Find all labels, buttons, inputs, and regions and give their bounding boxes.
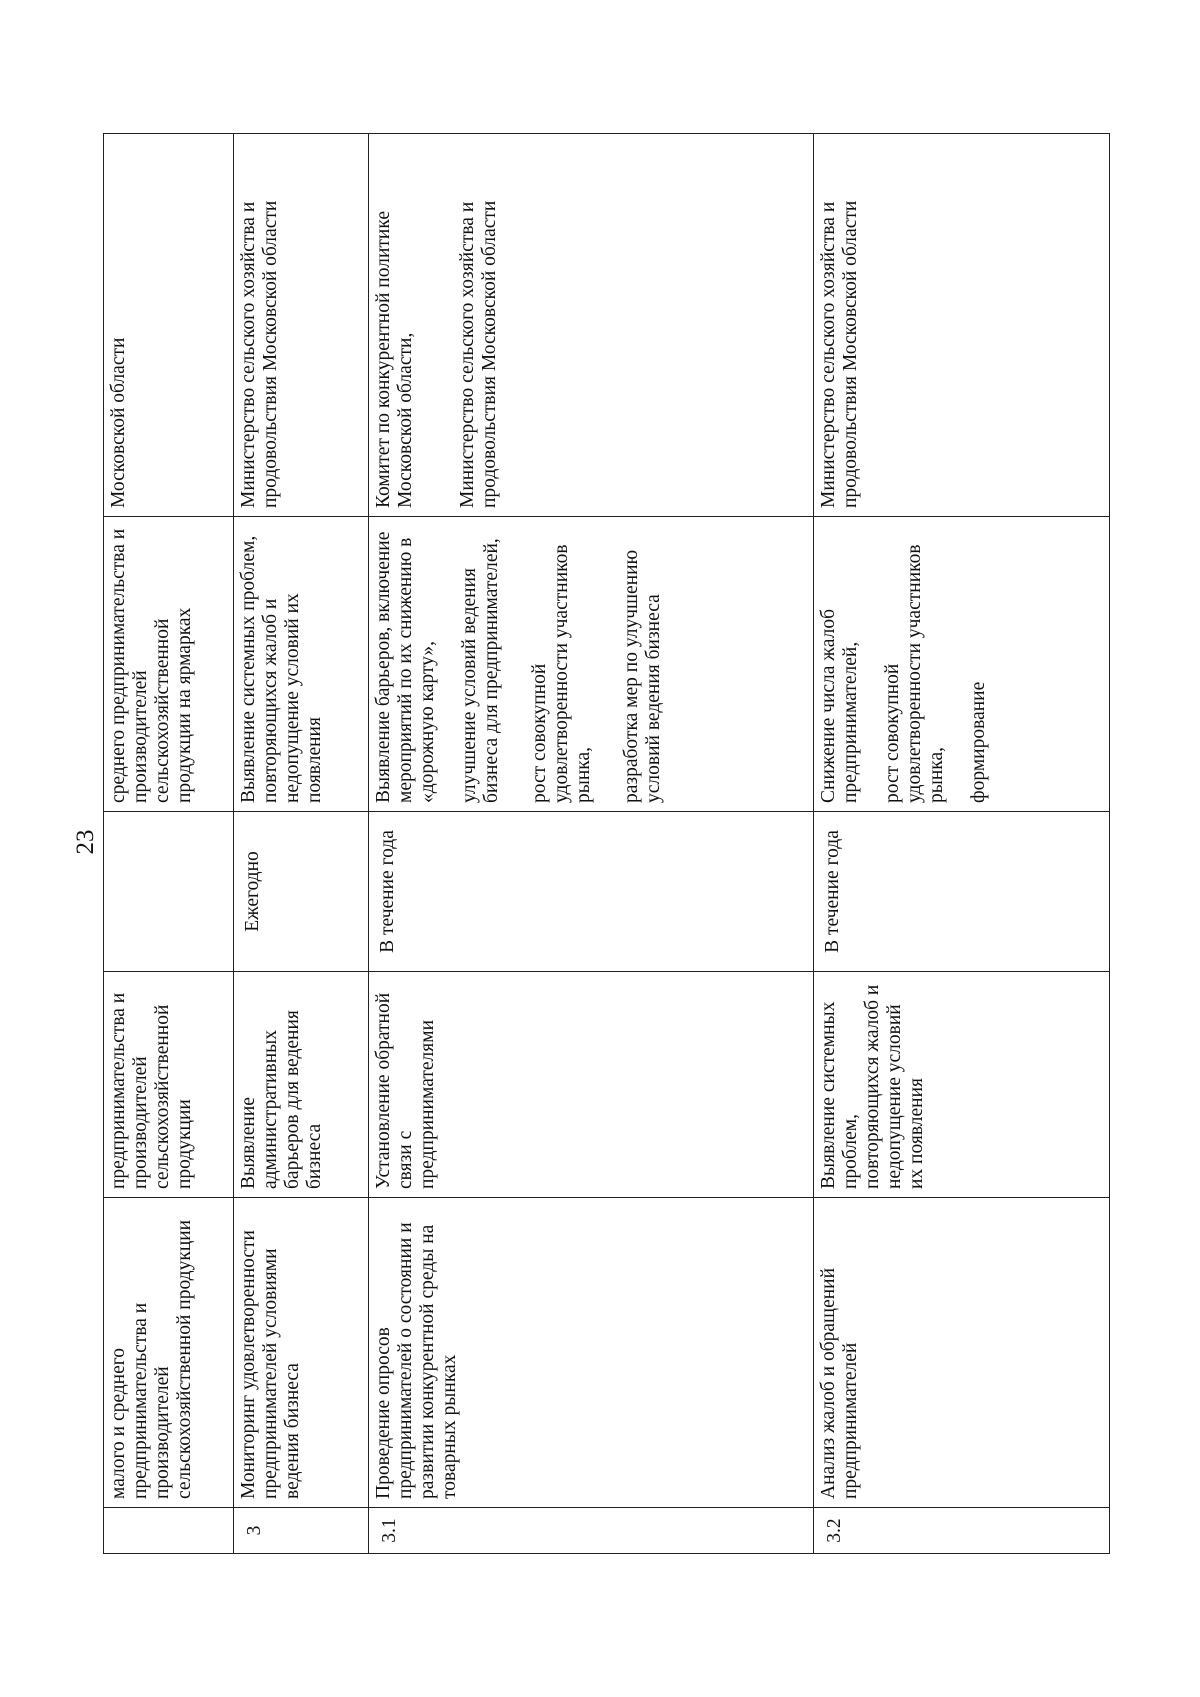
action-cell: Выявление административных барьеров для ведения бизнеса: [234, 972, 369, 1198]
result-cell: [369, 517, 814, 812]
page-number: 23: [72, 829, 99, 855]
result-cell: [814, 517, 1110, 812]
result-text: среднего предпринимательства и производителей сельскохозяйственной продукции на ярмарках: [108, 528, 196, 803]
event-cell: Анализ жалоб и обращений предпринимателей: [814, 1198, 1110, 1508]
result-text: Снижение числа жалоб предпринимателей,: [818, 608, 862, 803]
measures-table-wrapper: [103, 134, 1109, 1554]
event-cell: Мониторинг удовлетворенности предпринимателей условиями ведения бизнеса: [234, 1198, 369, 1508]
result-text: Выявление барьеров, включение мероприятий по их снижению в «дорожную карту»,: [373, 531, 439, 803]
action-cell: предпринимательства и производителей сельскохозяйственной продукции: [104, 972, 234, 1198]
row-number: 3.2: [814, 1508, 1110, 1554]
result-text: рост совокупной удовлетворенности участников рынка,: [529, 544, 595, 803]
action-cell: Установление обратной связи с предпринимателями: [369, 972, 814, 1198]
event-cell: малого и среднего предпринимательства и производителей сельскохозяйственной продукции: [104, 1198, 234, 1508]
term-cell: В течение года: [814, 812, 1110, 972]
responsible-cell: [369, 134, 814, 517]
result-cell: [104, 517, 234, 812]
result-text: Выявление системных проблем, повторяющихся жалоб и недопущение условий их появления: [238, 535, 326, 803]
result-text: рост совокупной удовлетворенности участников рынка,: [882, 544, 948, 803]
result-text: разработка мер по улучшению условий ведения бизнеса: [621, 549, 665, 803]
measures-table: [103, 133, 1110, 1554]
event-cell: Проведение опросов предпринимателей о состоянии и развитии конкурентной среды на товарных рынках: [369, 1198, 814, 1508]
action-cell: Выявление системных проблем, повторяющихся жалоб и недопущение условий их появления: [814, 972, 1110, 1198]
table-row: [104, 134, 234, 1554]
table-row: [234, 134, 369, 1554]
result-text: формирование: [968, 681, 990, 803]
term-cell: [104, 812, 234, 972]
term-cell: В течение года: [369, 812, 814, 972]
result-cell: [234, 517, 369, 812]
row-number: 3.1: [369, 1508, 814, 1554]
responsible-text: Министерство сельского хозяйства и продовольствия Московской области: [457, 200, 501, 508]
result-text: улучшение условий ведения бизнеса для предпринимателей,: [459, 538, 503, 803]
table-row: [814, 134, 1110, 1554]
responsible-cell: [104, 134, 234, 517]
term-cell: Ежегодно: [234, 812, 369, 972]
row-number: 3: [234, 1508, 369, 1554]
responsible-text: Московской области: [108, 337, 129, 508]
responsible-cell: [234, 134, 369, 517]
responsible-text: Министерство сельского хозяйства и продовольствия Московской области: [818, 200, 862, 508]
responsible-text: Министерство сельского хозяйства и продовольствия Московской области: [238, 200, 282, 508]
table-row: [369, 134, 814, 1554]
responsible-text: Комитет по конкурентной политике Московской области,: [373, 211, 417, 508]
row-number: [104, 1508, 234, 1554]
responsible-cell: [814, 134, 1110, 517]
